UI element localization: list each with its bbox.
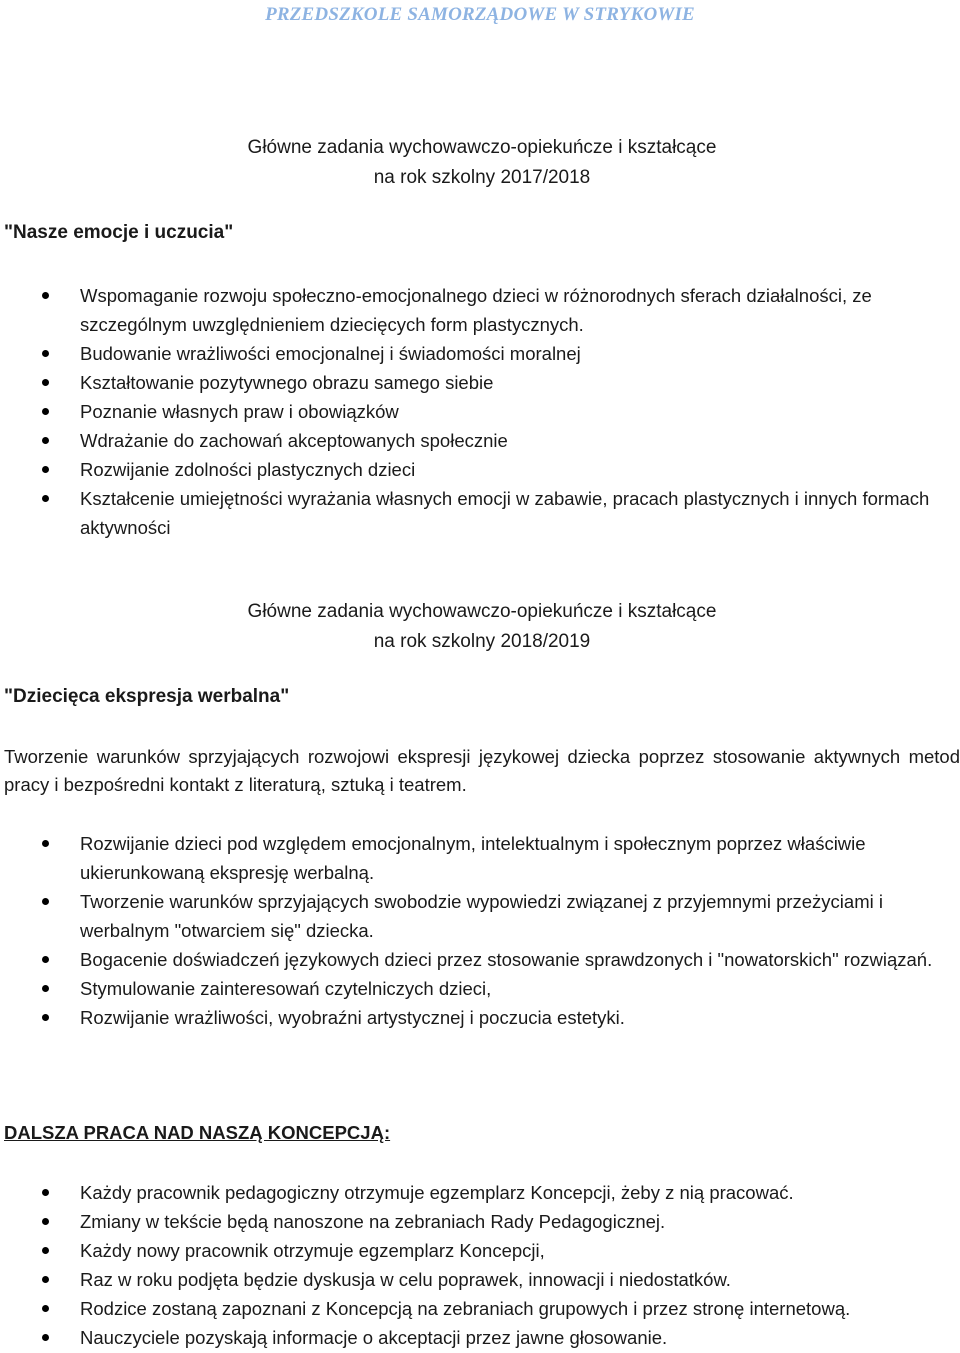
tasks-list-2018 [0,829,956,1032]
intro-paragraph-2018: Tworzenie warunków sprzyjających rozwojowi ekspresji językowej dziecka poprzez stosowanie aktywnych metod pracy i bezpośredni kontakt z literaturą, sztuką i teatrem. [4,746,960,795]
list-item: Tworzenie warunków sprzyjających swobodzie wypowiedzi związanej z przyjemnymi przeżyciami i werbalnym "otwarciem się" dziecka. [0,887,956,945]
list-item: Każdy nowy pracownik otrzymuje egzemplarz Koncepcji, [0,1236,956,1265]
list-item: Nauczyciele pozyskają informacje o akceptacji przez jawne głosowanie. [0,1323,956,1352]
list-item: Bogacenie doświadczeń językowych dzieci przez stosowanie sprawdzonych i "nowatorskich" rozwiązań. [0,945,956,974]
list-item: Rodzice zostaną zapoznani z Koncepcją na zebraniach grupowych i przez stronę internetową. [0,1294,956,1323]
concept-list [0,1178,956,1352]
list-item: Każdy pracownik pedagogiczny otrzymuje egzemplarz Koncepcji, żeby z nią pracować. [0,1178,956,1207]
list-item: Budowanie wrażliwości emocjonalnej i świadomości moralnej [0,339,956,368]
list-item: Rozwijanie dzieci pod względem emocjonalnym, intelektualnym i społecznym poprzez właściwie ukierunkowaną ekspresję werbalną. [0,829,956,887]
section-title-line2: na rok szkolny 2017/2018 [373,167,591,188]
list-item: Kształcenie umiejętności wyrażania własnych emocji w zabawie, pracach plastycznych i innych formach aktywności [0,484,956,542]
section-title-2018 [0,597,960,657]
list-item: Rozwijanie zdolności plastycznych dzieci [0,455,956,484]
section-title-line2: na rok szkolny 2018/2019 [373,631,591,652]
list-item: Kształtowanie pozytywnego obrazu samego siebie [0,368,956,397]
section-title-line1: Główne zadania wychowawczo-opiekuńcze i kształcące [247,137,717,158]
concept-heading: DALSZA PRACA NAD NASZĄ KONCEPCJĄ: [4,1122,391,1143]
list-item: Wspomaganie rozwoju społeczno-emocjonalnego dzieci w różnorodnych sferach działalności, ze szczególnym uwzględnieniem dziecięcych form plastycznych. [0,281,956,339]
motto-2017: "Nasze emocje i uczucia" [4,222,234,243]
section-title-2017 [0,133,960,193]
section-title-line1: Główne zadania wychowawczo-opiekuńcze i kształcące [247,601,717,622]
list-item: Rozwijanie wrażliwości, wyobraźni artystycznej i poczucia estetyki. [0,1003,956,1032]
school-header: PRZEDSZKOLE SAMORZĄDOWE W STRYKOWIE [265,4,695,25]
tasks-list-2017 [0,281,956,542]
list-item: Stymulowanie zainteresowań czytelniczych dzieci, [0,974,956,1003]
motto-2018: "Dziecięca ekspresja werbalna" [4,686,290,707]
list-item: Wdrażanie do zachowań akceptowanych społecznie [0,426,956,455]
list-item: Raz w roku podjęta będzie dyskusja w celu poprawek, innowacji i niedostatków. [0,1265,956,1294]
list-item: Poznanie własnych praw i obowiązków [0,397,956,426]
list-item: Zmiany w tekście będą nanoszone na zebraniach Rady Pedagogicznej. [0,1207,956,1236]
